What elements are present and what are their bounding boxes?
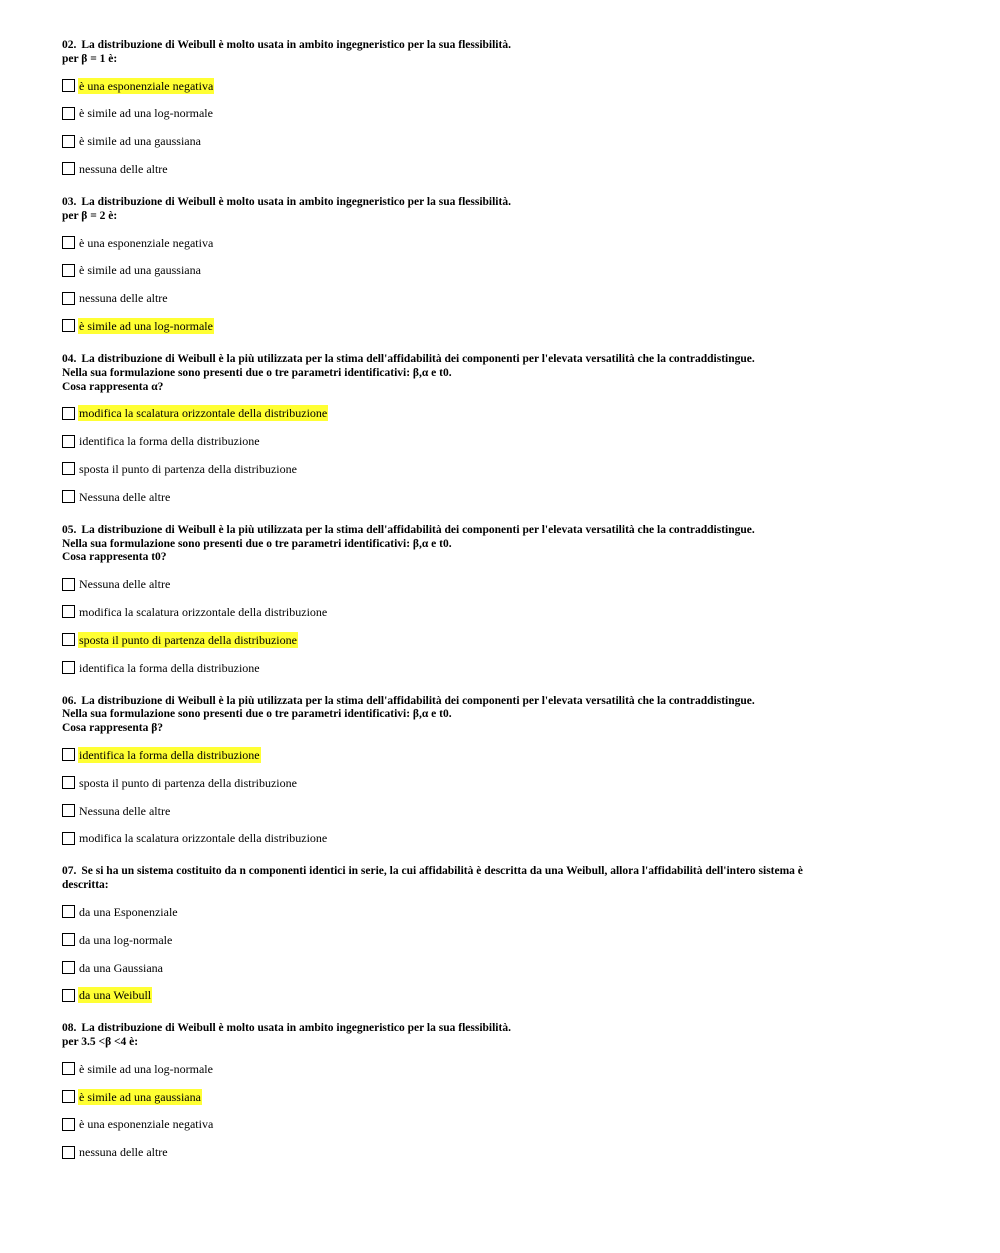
answer-options — [62, 747, 962, 846]
answer-checkbox[interactable] — [62, 633, 75, 646]
answer-option[interactable] — [62, 803, 962, 819]
question-number: 07. — [62, 865, 77, 878]
answer-checkbox[interactable] — [62, 435, 75, 448]
answer-option[interactable] — [62, 262, 962, 278]
answer-checkbox[interactable] — [62, 292, 75, 305]
question-block — [62, 1022, 962, 1160]
question-text: La distribuzione di Weibull è molto usata in ambito ingegneristico per la sua flessibilità. per 3.5 <β <4 è: — [62, 1022, 511, 1049]
answer-checkbox[interactable] — [62, 135, 75, 148]
answer-option[interactable] — [62, 960, 962, 976]
answer-option[interactable] — [62, 290, 962, 306]
answer-option[interactable] — [62, 1144, 962, 1160]
answer-text: da una Gaussiana — [79, 960, 163, 975]
answer-text: Nessuna delle altre — [79, 489, 171, 504]
question-text: La distribuzione di Weibull è molto usata in ambito ingegneristico per la sua flessibilità. per β = 2 è: — [62, 195, 511, 222]
highlighted-answer-text: è simile ad una gaussiana — [79, 1089, 201, 1104]
highlighted-answer-text: è una esponenziale negativa — [79, 78, 214, 93]
question-text: La distribuzione di Weibull è la più utilizzata per la stima dell'affidabilità dei componenti per l'elevata versatilità che la contraddistingue. Nella sua formulazione sono presenti due o tre parametri identificativi: β,α e t0. Cosa rappresenta α? — [62, 352, 755, 393]
answer-checkbox[interactable] — [62, 578, 75, 591]
answer-options — [62, 576, 962, 675]
answer-text: nessuna delle altre — [79, 161, 168, 176]
question-text: Se si ha un sistema costituito da n componenti identici in serie, la cui affidabilità è descritta da una Weibull, allora l'affidabilità dell'intero sistema è descritta: — [62, 865, 803, 892]
answer-text: Nessuna delle altre — [79, 803, 171, 818]
answer-option[interactable] — [62, 604, 962, 620]
answer-text: identifica la forma della distribuzione — [79, 660, 260, 675]
answer-options — [62, 1061, 962, 1160]
question-text: La distribuzione di Weibull è la più utilizzata per la stima dell'affidabilità dei componenti per l'elevata versatilità che la contraddistingue. Nella sua formulazione sono presenti due o tre parametri identificativi: β,α e t0. Cosa rappresenta t0? — [62, 523, 755, 564]
answer-checkbox[interactable] — [62, 1146, 75, 1159]
answer-options — [62, 78, 962, 177]
answer-options — [62, 235, 962, 334]
answer-option[interactable] — [62, 775, 962, 791]
question-block — [62, 865, 962, 1003]
answer-option[interactable] — [62, 235, 962, 251]
answer-checkbox[interactable] — [62, 905, 75, 918]
answer-options — [62, 904, 962, 1003]
answer-text: da una log-normale — [79, 932, 173, 947]
answer-option-correct[interactable] — [62, 78, 962, 94]
answer-checkbox[interactable] — [62, 407, 75, 420]
answer-text: è simile ad una gaussiana — [79, 134, 201, 149]
answer-checkbox[interactable] — [62, 462, 75, 475]
answer-text: Nessuna delle altre — [79, 577, 171, 592]
answer-option[interactable] — [62, 830, 962, 846]
answer-checkbox[interactable] — [62, 804, 75, 817]
quiz-page — [62, 39, 962, 1172]
answer-checkbox[interactable] — [62, 989, 75, 1002]
answer-checkbox[interactable] — [62, 776, 75, 789]
question-header — [62, 353, 962, 394]
answer-checkbox[interactable] — [62, 961, 75, 974]
answer-text: è una esponenziale negativa — [79, 235, 214, 250]
answer-checkbox[interactable] — [62, 1090, 75, 1103]
answer-checkbox[interactable] — [62, 748, 75, 761]
answer-checkbox[interactable] — [62, 162, 75, 175]
question-block — [62, 695, 962, 847]
question-header — [62, 695, 962, 736]
answer-option-correct[interactable] — [62, 632, 962, 648]
question-header — [62, 524, 962, 565]
answer-text: sposta il punto di partenza della distribuzione — [79, 775, 297, 790]
question-number: 02. — [62, 39, 77, 51]
answer-text: è una esponenziale negativa — [79, 1117, 214, 1132]
answer-checkbox[interactable] — [62, 79, 75, 92]
question-number: 06. — [62, 694, 77, 707]
question-number: 08. — [62, 1022, 77, 1035]
answer-text: modifica la scalatura orizzontale della distribuzione — [79, 831, 328, 846]
answer-option[interactable] — [62, 932, 962, 948]
question-text: La distribuzione di Weibull è la più utilizzata per la stima dell'affidabilità dei componenti per l'elevata versatilità che la contraddistingue. Nella sua formulazione sono presenti due o tre parametri identificativi: β,α e t0. Cosa rappresenta β? — [62, 694, 755, 735]
answer-text: nessuna delle altre — [79, 1145, 168, 1160]
answer-option[interactable] — [62, 105, 962, 121]
highlighted-answer-text: da una Weibull — [79, 988, 152, 1003]
answer-checkbox[interactable] — [62, 933, 75, 946]
question-block — [62, 524, 962, 676]
answer-text: è simile ad una gaussiana — [79, 263, 201, 278]
question-block — [62, 196, 962, 334]
question-header — [62, 196, 962, 224]
answer-option[interactable] — [62, 1116, 962, 1132]
answer-option-correct[interactable] — [62, 405, 962, 421]
highlighted-answer-text: modifica la scalatura orizzontale della distribuzione — [79, 406, 328, 421]
answer-checkbox[interactable] — [62, 661, 75, 674]
answer-text: da una Esponenziale — [79, 904, 178, 919]
answer-option[interactable] — [62, 461, 962, 477]
answer-option-correct[interactable] — [62, 747, 962, 763]
question-number: 03. — [62, 195, 77, 208]
question-block — [62, 39, 962, 177]
answer-option[interactable] — [62, 576, 962, 592]
answer-checkbox[interactable] — [62, 1118, 75, 1131]
answer-option[interactable] — [62, 489, 962, 505]
answer-checkbox[interactable] — [62, 264, 75, 277]
answer-option[interactable] — [62, 660, 962, 676]
answer-text: è simile ad una log-normale — [79, 1061, 213, 1076]
answer-option[interactable] — [62, 133, 962, 149]
question-block — [62, 353, 962, 505]
answer-option-correct[interactable] — [62, 318, 962, 334]
answer-option-correct[interactable] — [62, 1089, 962, 1105]
answer-checkbox[interactable] — [62, 832, 75, 845]
answer-checkbox[interactable] — [62, 490, 75, 503]
answer-option[interactable] — [62, 904, 962, 920]
question-number: 05. — [62, 523, 77, 536]
question-header — [62, 39, 962, 67]
answer-option[interactable] — [62, 161, 962, 177]
answer-checkbox[interactable] — [62, 236, 75, 249]
answer-checkbox[interactable] — [62, 1062, 75, 1075]
answer-checkbox[interactable] — [62, 319, 75, 332]
question-number: 04. — [62, 352, 77, 365]
highlighted-answer-text: è simile ad una log-normale — [79, 318, 213, 333]
highlighted-answer-text: identifica la forma della distribuzione — [79, 747, 260, 762]
answer-text: modifica la scalatura orizzontale della distribuzione — [79, 604, 328, 619]
answer-text: è simile ad una log-normale — [79, 106, 213, 121]
answer-option[interactable] — [62, 433, 962, 449]
answer-text: sposta il punto di partenza della distribuzione — [79, 461, 297, 476]
answer-text: identifica la forma della distribuzione — [79, 434, 260, 449]
answer-checkbox[interactable] — [62, 107, 75, 120]
answer-checkbox[interactable] — [62, 605, 75, 618]
question-header — [62, 865, 962, 893]
answer-text: nessuna delle altre — [79, 291, 168, 306]
question-text: La distribuzione di Weibull è molto usata in ambito ingegneristico per la sua flessibilità. per β = 1 è: — [62, 39, 511, 65]
questions-list — [62, 39, 962, 1160]
answer-option-correct[interactable] — [62, 987, 962, 1003]
question-header — [62, 1022, 962, 1050]
answer-option[interactable] — [62, 1061, 962, 1077]
highlighted-answer-text: sposta il punto di partenza della distribuzione — [79, 632, 297, 647]
answer-options — [62, 405, 962, 504]
